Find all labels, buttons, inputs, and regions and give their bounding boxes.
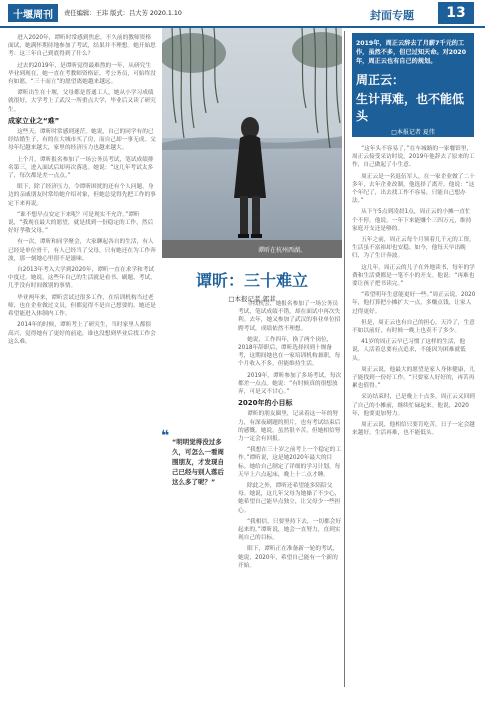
middle-paragraph: 2019年，谭昕参加了多场考试，每次都差一点点。她说：“有时候真的很想放弃，可是又不甘心。” bbox=[238, 372, 342, 396]
middle-paragraph: “我想在三十岁之前考上一个稳定的工作。”谭昕说，这是她2020年最大的目标。她给自己制定了详细的学习计划，每天早上六点起床，晚上十二点才睡。 bbox=[238, 447, 342, 478]
middle-column bbox=[238, 300, 342, 573]
left-paragraph: 上个月，谭昕报名参加了一场公务员考试，笔试成绩排名第三，进入面试后却再次落选。她说：“这几年考试太多了，每次都是差一点点。” bbox=[8, 156, 154, 180]
left-paragraph: “谁不想早点安定下来呢？可是现实不允许。”谭昕说，“我现在最大的愿望，就是找到一份稳定的工作，然后好好孝敬父母。” bbox=[8, 211, 154, 235]
left-paragraph: 自2013年考入大学到2020年，谭昕一直在求学和考试中度过。她说，这些年自己的生活就是看书、刷题、考试，几乎没有时间做别的事情。 bbox=[8, 267, 156, 290]
middle-paragraph: 眼下，谭昕正在准备新一轮的考试，她说，2020年，希望自己能有一个新的开始。 bbox=[238, 546, 339, 569]
middle-subhead: 2020年的小目标 bbox=[238, 399, 293, 408]
right-paragraph: 但是，周正云也有自己的担心，天冷了，生意不如以前好，有时候一晚上也卖不了多少。 bbox=[352, 319, 475, 335]
lake-scene-illustration bbox=[162, 28, 342, 258]
photo-caption: 谭昕在杭州西湖。 bbox=[258, 247, 307, 254]
main-headline: 谭昕：三十难立 bbox=[195, 271, 308, 290]
page-number: 13 bbox=[438, 2, 474, 24]
masthead: 十堰周刊 bbox=[8, 4, 58, 22]
feature-photo bbox=[162, 28, 342, 258]
left-paragraph: 谭昕出生在十堰，父母都是普通工人，她从小学习成绩就很好，大学考上了武汉一所重点大学，毕业后又读了研究生。 bbox=[8, 90, 156, 113]
sidebar-story-header bbox=[352, 33, 474, 137]
right-paragraph: 周正云是一名退伍军人，在一家企业做了二十多年，去年企业改制，他选择了离开。他说：“这个年纪了，出去找工作不容易，只能自己想办法。” bbox=[352, 173, 475, 205]
right-paragraph: 五年之前，周正云每个月领着几千元的工资，生活虽不富裕却也安稳。如今，他每天早出晚归，为了生计奔波。 bbox=[352, 237, 475, 260]
column-divider bbox=[344, 31, 345, 687]
main-byline: □本报记者 郭菲 bbox=[228, 295, 276, 303]
middle-paragraph: 寻找机会，她报名参加了一场公务员考试，笔试成绩不错，却在面试中再次失利。去年，她又参加了武汉的事业单位招聘考试，成绩依然不理想。 bbox=[238, 301, 341, 332]
middle-paragraph: 她说，工作四年，换了两个岗位，2018年辞职后，谭昕选择回到十堰备考，这期间她也在一家培训机构兼职，每个月收入不多，但能维持生活。 bbox=[238, 336, 341, 368]
right-paragraph: 周正云说，他相信只要肯吃苦，日子一定会越来越好。生活再难，也不能低头。 bbox=[352, 422, 475, 437]
right-paragraph: 周正云说，他最大的愿望是家人身体健康，儿子能找到一份好工作。“只要家人好好的，再苦再累也值得。” bbox=[352, 366, 475, 390]
left-paragraph: 2014年的时候，谭昕考上了研究生，当时家里人都很高兴，觉得她有了更好的前途，谁也没想到毕业后找工作会这么难。 bbox=[8, 322, 156, 345]
left-paragraph: 有一次，谭昕和同学聚会，大家聊起各自的生活，有人已经是单位骨干，有人已经当了父母，只有她还在为工作奔波，那一刻她心里很不是滋味。 bbox=[8, 239, 156, 262]
middle-paragraph: 谭昕的朋友圈里，记录着这一年的努力，有深夜刷题的照片，也有考试结束后的感慨。她说，虽然很辛苦，但她相信努力一定会有回报。 bbox=[238, 411, 341, 443]
right-paragraph: “这年头不容易了，”在车城路的一家餐馆里，周正云接受采访时说，2019年他辞去了原来的工作，自己做起了小生意。 bbox=[352, 146, 475, 169]
middle-paragraph: 除此之外，谭昕还希望能多陪陪父母。她说，这几年父母为她操了不少心，她希望自己能早点独立，让父母少一些担心。 bbox=[238, 483, 341, 514]
left-paragraph: 进入2020年，谭昕时常感到焦虑。不久前的教师资格面试，她满怀期待地参加了考试，结果并不理想。她开始思考：这三年自己到底得到了什么？ bbox=[8, 35, 156, 58]
sidebar-title: 生计再难，也不能低头 bbox=[356, 92, 465, 123]
sidebar-summary: 2019年，周正云辞去了月薪7千元的工作，虽然不多，但已过知天命。对2020年，周正云也有自己的规划。 bbox=[356, 40, 467, 65]
left-subhead: 成家立业之“难” bbox=[8, 116, 60, 125]
right-paragraph: 采访结束时，已是晚上十点多，周正云又回到了自己的小摊前，继续忙碌起来。他说，2020年，他要更加努力。 bbox=[352, 394, 475, 417]
main-headline-block bbox=[160, 268, 344, 303]
left-column bbox=[8, 34, 156, 349]
left-paragraph: 眼下，除了经济压力，令谭昕困扰的还有个人问题。身边的亲戚朋友时常给她介绍对象，但她总觉得先把工作的事定下来再说。 bbox=[8, 184, 156, 207]
middle-paragraph: “我相信，只要坚持下去，一切都会好起来的。”谭昕说，她会一直努力，直到实现自己的目标。 bbox=[238, 518, 342, 542]
editor-credits: 责任编辑：王玮 版式：吕大芳 2020.1.10 bbox=[64, 10, 182, 17]
quote-mark-icon: ❝ bbox=[161, 428, 170, 444]
left-paragraph: 这些天，谭昕时常感到迷茫。她说，自己的同学有的已经结婚生子，有的在大城市买了房，而自己却一事无成。父母年纪越来越大，家里的经济压力也越来越大。 bbox=[8, 129, 156, 152]
right-paragraph: “希望明年生意能更好一些。”周正云说，2020年，他打算把小摊扩大一点，多赚点钱，让家人过得更好。 bbox=[352, 292, 476, 315]
right-paragraph: 41岁的周正云早已习惯了这样的生活，他说，人活着总要有点追求，不能因为困难就低头。 bbox=[352, 339, 466, 362]
sidebar-title-name: 周正云： bbox=[356, 73, 405, 87]
left-paragraph: 毕业两年来，谭昕尝试过很多工作，在培训机构当过老师，也在企业做过文员，但都觉得不是自己想要的，她还是希望能进入体制内工作。 bbox=[8, 294, 156, 318]
right-paragraph: 从下午5点到凌晨1点，周正云的小摊一直忙个不停。他说，一年下来能赚个三四万元，维持家庭开支还是够的。 bbox=[352, 209, 472, 232]
sidebar-byline: □本报记者 夏伟 bbox=[391, 129, 435, 136]
page-header bbox=[0, 0, 485, 26]
pull-quote: “明明觉得没过多久，可怎么一看周围朋友，才发现自己已经与别人落后这么多了呢？” bbox=[172, 438, 224, 486]
section-title: 封面专题 bbox=[370, 9, 414, 22]
right-column bbox=[352, 145, 476, 441]
right-paragraph: 这几年，周正云的儿子在外地读书，每年的学费和生活费都是一笔不小的开支。他说：“再难也要让孩子把书读完。” bbox=[352, 264, 475, 288]
left-paragraph: 过去的2019年，是谭昕觉得最难熬的一年，从研究生毕业到现在，她一直在考教师资格证、考公务员，可始终没有如愿，“三十而立”的愿望离她越来越远。 bbox=[8, 62, 156, 86]
